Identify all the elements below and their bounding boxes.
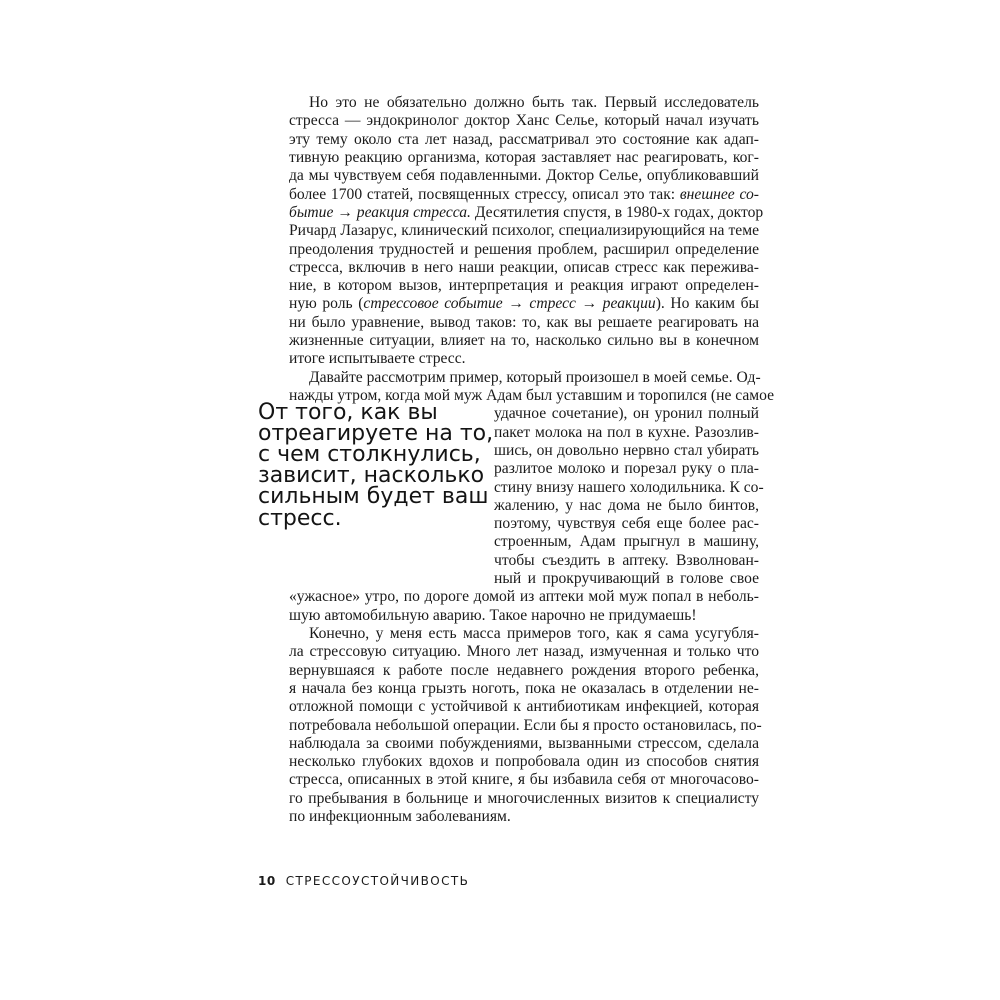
text-line: жизненные ситуации, влияет на то, насколько сильно вы в конечном: [289, 332, 759, 349]
pull-quote-line: сильным будет ваш: [258, 484, 489, 510]
text-line: стресса — эндокринолог доктор Ханс Селье, который начал изучать: [289, 112, 759, 130]
text-line: наблюдала за своими побуждениями, вызванными стрессом, сделала: [289, 734, 759, 752]
text-line: итоге испытываете стресс.: [289, 350, 466, 368]
pull-quote: [258, 399, 494, 531]
text-line: стресса, включив в него наши реакции, описав стресс как пережива-: [289, 258, 759, 276]
text-line: отложной помощи с устойчивой к антибиотикам инфекцией, которая: [289, 698, 759, 716]
text-line: чтобы съездить в аптеку. Взволнован-: [494, 551, 759, 569]
text-span: ). Но каким бы: [655, 295, 759, 313]
text-span: ную роль (: [289, 295, 364, 313]
text-line: ние, в котором вызов, интерпретация и реакция играют определен-: [289, 277, 759, 295]
pull-quote-line: с чем столкнулись,: [258, 441, 481, 467]
text-line: Ричард Лазарус, клинический психолог, специализирующийся на теме: [289, 222, 759, 240]
text-line: ный и прокручивающий в голове свое: [494, 570, 759, 587]
pull-quote-line: отреагируете на то,: [258, 420, 494, 446]
text-line-mixed: [289, 203, 764, 222]
text-line: да мы чувствуем себя подавленными. Доктор Селье, опубликовавший: [289, 167, 759, 185]
text-line-mixed: [289, 186, 759, 204]
text-line-mixed: [289, 295, 759, 313]
text-line: эту тему около ста лет назад, рассматривал это состояние как адап-: [289, 130, 759, 148]
running-title: СТРЕССОУСТОЙЧИВОСТЬ: [285, 873, 470, 888]
text-line: Давайте рассмотрим пример, который произошел в моей семье. Од-: [309, 368, 761, 386]
text-line: я начала без конца грызть ноготь, пока не оказалась в отделении не-: [289, 679, 759, 697]
italic-text: внешнее со-: [679, 185, 759, 203]
text-line: ни было уравнение, вывод таков: то, как вы решаете реагировать на: [289, 313, 759, 331]
text-line: го пребывания в больнице и многочисленных визитов к специалисту: [289, 789, 759, 807]
text-line: Конечно, у меня есть масса примеров того, как я сама усугубля-: [309, 624, 759, 642]
text-line: стину внизу нашего холодильника. К со-: [494, 478, 764, 496]
text-line: нажды утром, когда мой муж Адам был уставшим и торопился (не самое: [289, 386, 775, 404]
page-footer: [258, 874, 469, 888]
text-line: по инфекционным заболеваниям.: [289, 808, 511, 825]
text-line: поэтому, чувствуя себя еще более рас-: [494, 515, 759, 533]
page-number: 10: [258, 873, 276, 888]
text-line: стресса, описанных в этой книге, я бы избавила себя от многочасово-: [289, 771, 759, 789]
text-line: «ужасное» утро, по дороге домой из аптеки мой муж попал в неболь-: [289, 588, 759, 606]
text-line: ла стрессовую ситуацию. Много лет назад, измученная и только что: [289, 643, 759, 661]
pull-quote-line: стресс.: [258, 505, 342, 531]
text-line: тивную реакцию организма, которая заставляет нас реагировать, ког-: [289, 148, 759, 166]
text-line: удачное сочетание), он уронил полный: [494, 405, 759, 423]
pull-quote-line: От того, как вы: [258, 399, 438, 425]
text-line: несколько глубоких вдохов и попробовала один из способов снятия: [289, 753, 759, 771]
italic-text: бытие → реакция стресса.: [289, 203, 471, 221]
text-line: пакет молока на пол в кухне. Разозлив-: [494, 423, 759, 441]
text-line: преодоления трудностей и решения проблем, расширил определение: [289, 240, 759, 258]
text-line: строенным, Адам прыгнул в машину,: [494, 533, 759, 551]
text-line: вернувшаяся к работе после недавнего рождения второго ребенка,: [289, 661, 759, 679]
text-line: Но это не обязательно должно быть так. Первый исследователь: [309, 94, 759, 111]
text-line: шую автомобильную аварию. Такое нарочно не придумаешь!: [289, 606, 697, 624]
pull-quote-line: зависит, насколько: [258, 463, 485, 489]
text-span: более 1700 статей, посвященных стрессу, описал это так:: [289, 185, 680, 203]
italic-text: стрессовое событие → стресс → реакции: [363, 295, 656, 313]
text-line: шись, он довольно нервно стал убирать: [494, 441, 759, 459]
text-line: потребовала небольшой операции. Если бы я просто остановилась, по-: [289, 716, 762, 734]
text-line: разлитое молоко и порезал руку о пла-: [494, 460, 759, 478]
text-line: жалению, у нас дома не было бинтов,: [494, 496, 759, 514]
text-span: Десятилетия спустя, в 1980-х годах, доктор: [470, 203, 764, 221]
